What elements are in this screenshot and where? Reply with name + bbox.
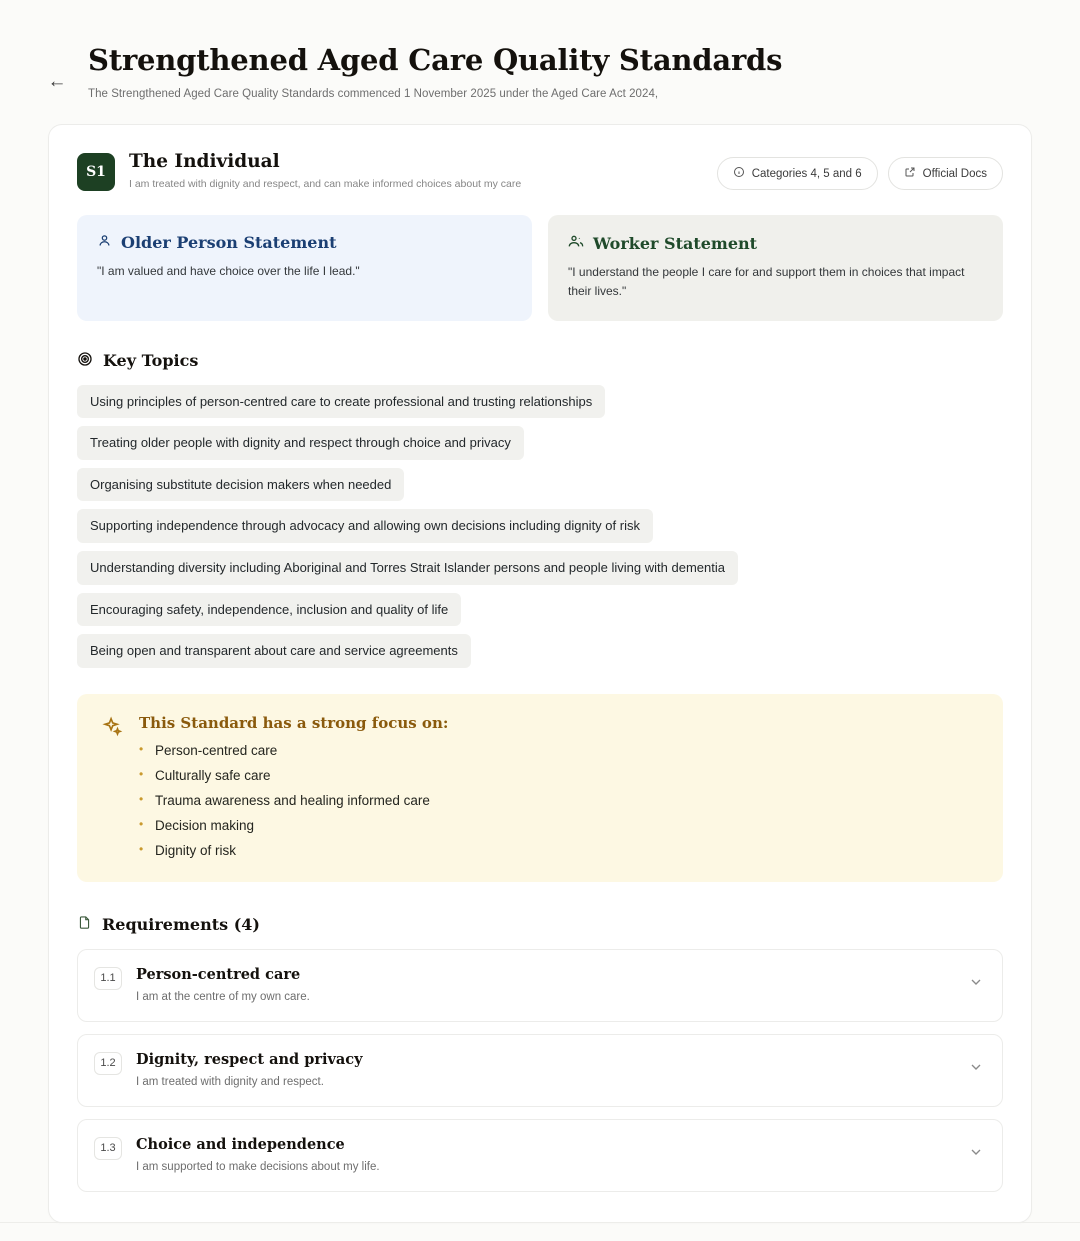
key-topic-item: Being open and transparent about care and service agreements	[77, 634, 471, 668]
categories-button-label: Categories 4, 5 and 6	[751, 167, 862, 180]
key-topics-list	[77, 385, 1003, 668]
standard-subtitle: I am treated with dignity and respect, and can make informed choices about my care	[129, 178, 522, 191]
strong-focus-list	[139, 743, 448, 858]
bottom-divider	[0, 1222, 1080, 1223]
requirement-title: Person-centred care	[136, 965, 301, 983]
standard-header	[77, 151, 1003, 191]
chevron-down-icon[interactable]	[968, 1144, 984, 1165]
standard-card	[48, 124, 1032, 1222]
official-docs-button-label: Official Docs	[922, 167, 987, 180]
strong-focus-box	[77, 694, 1003, 882]
requirements-heading: Requirements (4)	[102, 914, 260, 934]
page-title: Strengthened Aged Care Quality Standards	[88, 43, 783, 77]
back-button[interactable]	[44, 68, 70, 94]
older-person-statement-header	[97, 233, 512, 252]
key-topic-item: Treating older people with dignity and respect through choice and privacy	[77, 426, 524, 460]
categories-button[interactable]	[717, 157, 878, 190]
standard-title-block	[129, 151, 703, 190]
older-person-statement-heading: Older Person Statement	[121, 233, 337, 253]
info-circle-icon	[733, 166, 745, 181]
people-icon	[568, 233, 584, 253]
requirement-text-block	[136, 1136, 954, 1173]
requirement-number: 1.3	[94, 1137, 122, 1160]
key-topic-item: Using principles of person-centred care to create professional and trusting relationships	[77, 385, 605, 419]
requirement-title: Dignity, respect and privacy	[136, 1050, 363, 1068]
focus-list-item: • Culturally safe care	[139, 768, 448, 783]
requirement-row[interactable]	[77, 1034, 1003, 1107]
worker-statement-header	[568, 233, 983, 253]
requirement-description: I am at the centre of my own care.	[136, 990, 310, 1003]
requirement-description: I am supported to make decisions about my life.	[136, 1160, 380, 1173]
older-person-statement-card	[77, 215, 532, 320]
target-icon	[77, 351, 93, 371]
key-topics-heading: Key Topics	[103, 351, 199, 371]
worker-statement-heading: Worker Statement	[593, 233, 758, 253]
statements-row	[77, 215, 1003, 320]
external-link-icon	[904, 166, 916, 181]
page-header	[0, 0, 1080, 100]
worker-statement-card	[548, 215, 1003, 320]
worker-statement-text: "I understand the people I care for and support them in choices that impact their lives."	[568, 265, 965, 298]
requirement-number: 1.1	[94, 967, 122, 990]
requirement-row[interactable]	[77, 949, 1003, 1022]
key-topics-header	[77, 351, 1003, 371]
document-icon	[77, 914, 92, 935]
key-topic-item: Organising substitute decision makers when needed	[77, 468, 404, 502]
arrow-left-icon: ←	[47, 70, 67, 92]
page-subtitle: The Strengthened Aged Care Quality Standards commenced 1 November 2025 under the Aged Care Act 2024,	[88, 88, 659, 101]
header-text-block	[88, 44, 1032, 100]
focus-list-item: • Person-centred care	[139, 743, 448, 758]
key-topic-item: Understanding diversity including Aboriginal and Torres Strait Islander persons and people living with dementia	[77, 551, 738, 585]
strong-focus-content	[139, 714, 448, 858]
requirements-header	[77, 914, 1003, 935]
standard-actions	[717, 157, 1003, 190]
key-topic-item: Encouraging safety, independence, inclusion and quality of life	[77, 593, 461, 627]
key-topic-item: Supporting independence through advocacy and allowing own decisions including dignity of risk	[77, 509, 653, 543]
standard-badge: S1	[77, 153, 115, 191]
requirement-row[interactable]	[77, 1119, 1003, 1192]
focus-list-item: • Trauma awareness and healing informed care	[139, 793, 448, 808]
requirement-description: I am treated with dignity and respect.	[136, 1075, 324, 1088]
chevron-down-icon[interactable]	[968, 974, 984, 995]
chevron-down-icon[interactable]	[968, 1059, 984, 1080]
person-icon	[97, 233, 112, 252]
requirement-text-block	[136, 966, 954, 1003]
requirement-title: Choice and independence	[136, 1135, 345, 1153]
requirement-text-block	[136, 1051, 954, 1088]
requirement-number: 1.2	[94, 1052, 122, 1075]
standard-title: The Individual	[129, 151, 280, 173]
sparkle-icon	[101, 716, 123, 858]
requirements-list	[77, 949, 1003, 1192]
official-docs-button[interactable]	[888, 157, 1003, 190]
older-person-statement-text: "I am valued and have choice over the life I lead."	[97, 264, 360, 279]
focus-list-item: • Decision making	[139, 818, 448, 833]
focus-list-item: • Dignity of risk	[139, 843, 448, 858]
strong-focus-title: This Standard has a strong focus on:	[139, 713, 449, 732]
